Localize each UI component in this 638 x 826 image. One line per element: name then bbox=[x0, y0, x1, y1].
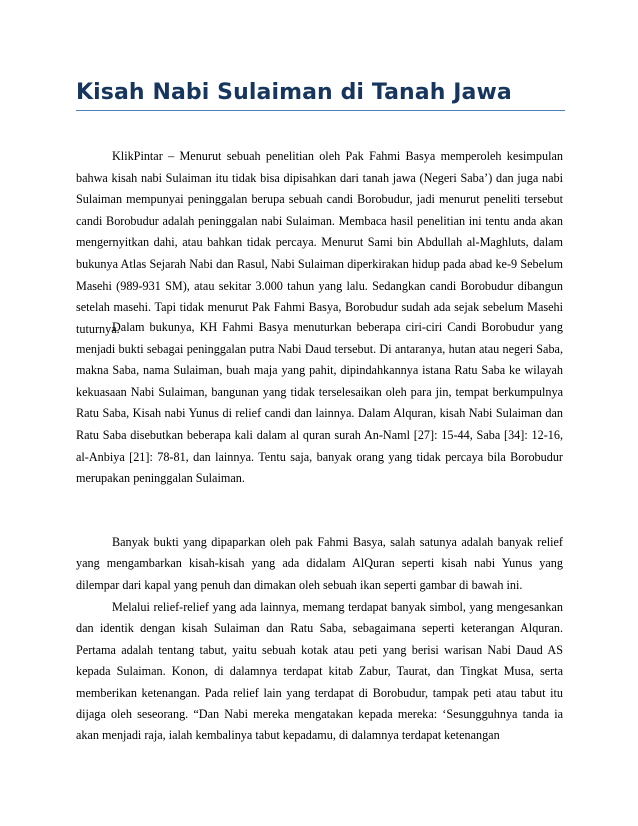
paragraph-3: Banyak bukti yang dipaparkan oleh pak Fahmi Basya, salah satunya adalah banyak relief yang mengambarkan kisah-kisah yang ada didalam AlQuran seperti kisah nabi Yunus yang dilempar dari kapal yang penuh dan dimakan oleh sebuah ikan seperti gambar di bawah ini. bbox=[76, 535, 563, 592]
paragraph-4: Melalui relief-relief yang ada lainnya, memang terdapat banyak simbol, yang mengesankan dan identik dengan kisah Sulaiman dan Ratu Saba, sebagaimana seperti keterangan Alquran. Pertama adalah tentang tabut, yaitu sebuah kotak atau peti yang berisi warisan Nabi Daud AS kepada Sulaiman. Konon, di dalamnya terdapat kitab Zabur, Taurat, dan Tingkat Musa, serta memberikan ketenangan. Pada relief lain yang terdapat di Borobudur, tampak peti atau tabut itu dijaga oleh seseorang. “Dan Nabi mereka mengatakan kepada mereka: ‘Sesungguhnya tanda ia akan menjadi raja, ialah kembalinya tabut kepadamu, di dalamnya terdapat ketenangan bbox=[76, 600, 563, 743]
paragraph-4-block bbox=[76, 597, 563, 747]
paragraph-2: Dalam bukunya, KH Fahmi Basya menuturkan beberapa ciri-ciri Candi Borobudur yang menjadi bukti sebagai peninggalan putra Nabi Daud tersebut. Di antaranya, hutan atau negeri Saba, makna Saba, nama Sulaiman, buah maja yang pahit, dipindahkannya istana Ratu Saba ke wilayah kekuasaan Nabi Sulaiman, bangunan yang tidak terselesaikan oleh para jin, tempat berkumpulnya Ratu Saba, Kisah nabi Yunus di relief candi dan lainnya. Dalam Alquran, kisah Nabi Sulaiman dan Ratu Saba disebutkan beberapa kali dalam al quran surah An-Naml [27]: 15-44, Saba [34]: 12-16, al-Anbiya [21]: 78-81, dan lainnya. Tentu saja, banyak orang yang tidak percaya bila Borobudur merupakan peninggalan Sulaiman. bbox=[76, 320, 563, 486]
title-underline bbox=[76, 110, 565, 111]
document-title: Kisah Nabi Sulaiman di Tanah Jawa bbox=[76, 80, 512, 105]
paragraph-3-block bbox=[76, 532, 563, 596]
paragraph-1-block bbox=[76, 146, 563, 340]
paragraph-1: KlikPintar – Menurut sebuah penelitian oleh Pak Fahmi Basya memperoleh kesimpulan bahwa kisah nabi Sulaiman itu tidak bisa dipisahkan dari tanah jawa (Negeri Saba’) dan juga nabi Sulaiman mempunyai peninggalan berupa sebuah candi Borobudur, jadi menurut peneliti tersebut candi Borobudur adalah peninggalan nabi Sulaiman. Membaca hasil penelitian ini tentu anda akan mengernyitkan dahi, atau bahkan tidak percaya. Menurut Sami bin Abdullah al-Maghluts, dalam bukunya Atlas Sejarah Nabi dan Rasul, Nabi Sulaiman diperkirakan hidup pada abad ke-9 Sebelum Masehi (989-931 SM), atau sekitar 3.000 tahun yang lalu. Sedangkan candi Borobudur dibangun setelah masehi. Tapi tidak menurut Pak Fahmi Basya, Borobudur sudah ada sejak sebelum Masehi tuturnya. bbox=[76, 149, 563, 336]
paragraph-2-block bbox=[76, 317, 563, 490]
